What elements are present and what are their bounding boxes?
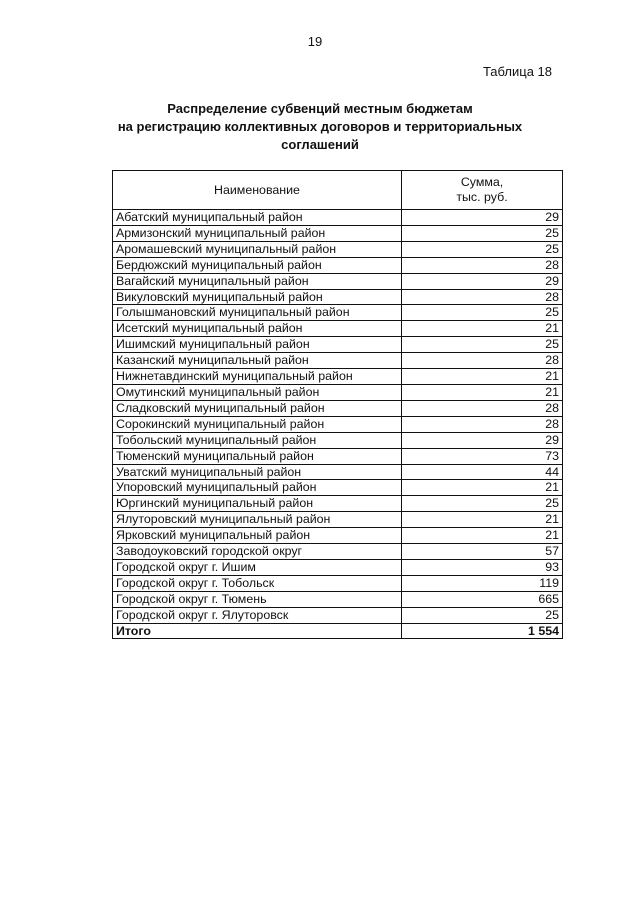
row-sum: 21 xyxy=(402,528,563,544)
row-sum: 28 xyxy=(402,416,563,432)
table-row xyxy=(113,591,563,607)
row-name: Вагайский муниципальный район xyxy=(113,273,402,289)
row-name: Ялуторовский муниципальный район xyxy=(113,512,402,528)
row-sum: 25 xyxy=(402,305,563,321)
row-name: Ярковский муниципальный район xyxy=(113,528,402,544)
table-row xyxy=(113,225,563,241)
header-sum-line-2: тыс. руб. xyxy=(456,190,508,204)
table-row xyxy=(113,305,563,321)
row-sum: 44 xyxy=(402,464,563,480)
row-sum: 29 xyxy=(402,210,563,226)
row-name: Голышмановский муниципальный район xyxy=(113,305,402,321)
total-row xyxy=(113,623,563,639)
row-name: Городской округ г. Ялуторовск xyxy=(113,607,402,623)
table-body xyxy=(113,210,563,624)
title-line-2: на регистрацию коллективных договоров и территориальных xyxy=(117,119,523,134)
table-row xyxy=(113,559,563,575)
table-row xyxy=(113,607,563,623)
table-row xyxy=(113,416,563,432)
row-sum: 93 xyxy=(402,559,563,575)
table-row xyxy=(113,210,563,226)
row-name: Уватский муниципальный район xyxy=(113,464,402,480)
table-row xyxy=(113,496,563,512)
table-row xyxy=(113,369,563,385)
row-name: Тюменский муниципальный район xyxy=(113,448,402,464)
total-label: Итого xyxy=(113,623,402,639)
row-name: Тобольский муниципальный район xyxy=(113,432,402,448)
row-sum: 665 xyxy=(402,591,563,607)
header-sum xyxy=(402,171,563,210)
table-row xyxy=(113,273,563,289)
table-row xyxy=(113,448,563,464)
table-row xyxy=(113,384,563,400)
table-row xyxy=(113,400,563,416)
row-sum: 28 xyxy=(402,400,563,416)
table-row xyxy=(113,432,563,448)
table-row xyxy=(113,480,563,496)
row-sum: 21 xyxy=(402,480,563,496)
title-line-1: Распределение субвенций местным бюджетам xyxy=(167,101,473,116)
row-name: Сладковский муниципальный район xyxy=(113,400,402,416)
row-name: Сорокинский муниципальный район xyxy=(113,416,402,432)
header-name: Наименование xyxy=(113,171,402,210)
table-row xyxy=(113,289,563,305)
row-sum: 21 xyxy=(402,321,563,337)
table-row xyxy=(113,241,563,257)
row-name: Юргинский муниципальный район xyxy=(113,496,402,512)
row-sum: 21 xyxy=(402,369,563,385)
row-name: Ишимский муниципальный район xyxy=(113,337,402,353)
row-sum: 57 xyxy=(402,544,563,560)
row-sum: 25 xyxy=(402,225,563,241)
row-sum: 25 xyxy=(402,337,563,353)
table-row xyxy=(113,575,563,591)
table-row xyxy=(113,544,563,560)
document-title xyxy=(105,100,535,154)
table-row xyxy=(113,528,563,544)
row-name: Заводоуковский городской округ xyxy=(113,544,402,560)
row-sum: 28 xyxy=(402,353,563,369)
row-name: Абатский муниципальный район xyxy=(113,210,402,226)
row-sum: 25 xyxy=(402,241,563,257)
row-sum: 25 xyxy=(402,496,563,512)
row-name: Викуловский муниципальный район xyxy=(113,289,402,305)
row-sum: 28 xyxy=(402,257,563,273)
page-number: 19 xyxy=(307,34,323,49)
row-sum: 29 xyxy=(402,432,563,448)
row-name: Омутинский муниципальный район xyxy=(113,384,402,400)
title-line-3: соглашений xyxy=(281,137,359,152)
row-sum: 21 xyxy=(402,512,563,528)
row-sum: 119 xyxy=(402,575,563,591)
subvention-table xyxy=(112,170,563,639)
row-name: Городской округ г. Тобольск xyxy=(113,575,402,591)
table-row xyxy=(113,337,563,353)
header-sum-line-1: Сумма, xyxy=(460,175,504,189)
table-row xyxy=(113,353,563,369)
row-name: Городской округ г. Ишим xyxy=(113,559,402,575)
table-row xyxy=(113,512,563,528)
row-sum: 21 xyxy=(402,384,563,400)
row-name: Бердюжский муниципальный район xyxy=(113,257,402,273)
table-row xyxy=(113,321,563,337)
row-sum: 29 xyxy=(402,273,563,289)
table-header-row xyxy=(113,171,563,210)
row-name: Нижнетавдинский муниципальный район xyxy=(113,369,402,385)
row-name: Аромашевский муниципальный район xyxy=(113,241,402,257)
row-sum: 28 xyxy=(402,289,563,305)
total-sum: 1 554 xyxy=(402,623,563,639)
row-name: Упоровский муниципальный район xyxy=(113,480,402,496)
table-row xyxy=(113,464,563,480)
row-name: Армизонский муниципальный район xyxy=(113,225,402,241)
row-sum: 25 xyxy=(402,607,563,623)
row-name: Исетский муниципальный район xyxy=(113,321,402,337)
row-sum: 73 xyxy=(402,448,563,464)
table-label: Таблица 18 xyxy=(482,64,552,79)
row-name: Казанский муниципальный район xyxy=(113,353,402,369)
row-name: Городской округ г. Тюмень xyxy=(113,591,402,607)
table-row xyxy=(113,257,563,273)
